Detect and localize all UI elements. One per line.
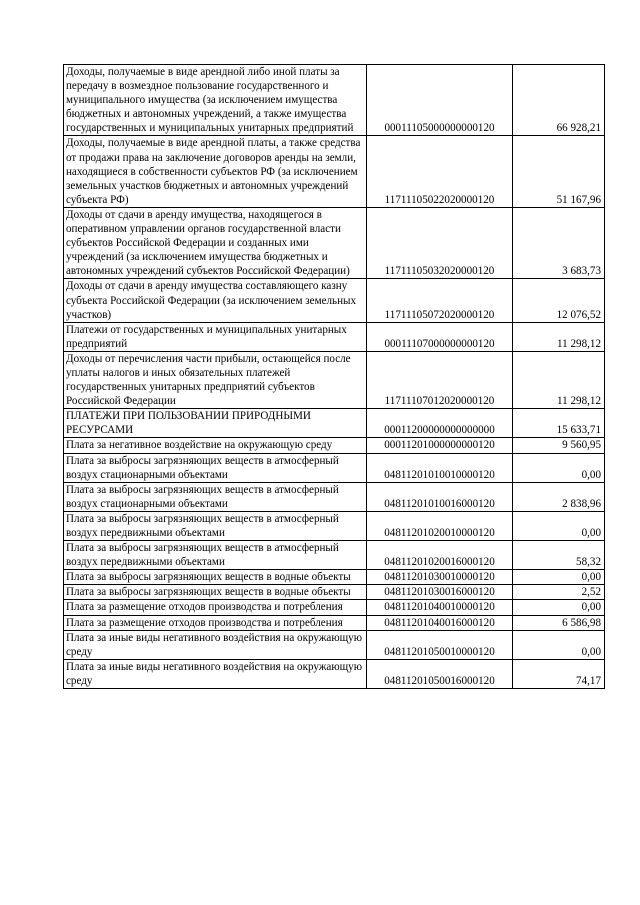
- amount-cell: 51 167,96: [513, 136, 605, 207]
- table-row: [64, 570, 605, 585]
- revenue-name-cell: Плата за выбросы загрязняющих веществ в водные объекты: [64, 585, 367, 600]
- budget-code-cell: 04811201020016000120: [367, 541, 513, 570]
- budget-code-cell: 04811201020010000120: [367, 511, 513, 540]
- amount-cell: 12 076,52: [513, 279, 605, 322]
- budget-code-cell: 00011200000000000000: [367, 409, 513, 438]
- budget-code-cell: 04811201030010000120: [367, 570, 513, 585]
- budget-code-cell: 04811201010016000120: [367, 482, 513, 511]
- amount-cell: 58,32: [513, 541, 605, 570]
- revenue-name-cell: Плата за размещение отходов производства и потребления: [64, 600, 367, 615]
- table-row: [64, 630, 605, 659]
- table-row: [64, 438, 605, 453]
- revenue-name-cell: Доходы от сдачи в аренду имущества составляющего казну субъекта Российской Федерации (за исключением земельных участков): [64, 279, 367, 322]
- budget-code-cell: 00011105000000000120: [367, 65, 513, 136]
- revenue-name-cell: Доходы, получаемые в виде арендной платы, а также средства от продажи права на заключение договоров аренды на земли, находящиеся в собственности субъектов РФ (за исключением земельных участков бюджетных и автономных учреждений субъекта РФ): [64, 136, 367, 207]
- table-row: [64, 615, 605, 630]
- revenue-name-cell: Плата за иные виды негативного воздействия на окружающую среду: [64, 630, 367, 659]
- amount-cell: 11 298,12: [513, 351, 605, 408]
- table-row: [64, 482, 605, 511]
- budget-code-cell: 11711105072020000120: [367, 279, 513, 322]
- table-row: [64, 453, 605, 482]
- revenue-name-cell: Плата за иные виды негативного воздействия на окружающую среду: [64, 659, 367, 688]
- amount-cell: 0,00: [513, 570, 605, 585]
- budget-code-cell: 00011107000000000120: [367, 322, 513, 351]
- budget-code-cell: 11711105032020000120: [367, 207, 513, 278]
- revenue-table-body: [64, 65, 605, 689]
- table-row: [64, 136, 605, 207]
- amount-cell: 0,00: [513, 511, 605, 540]
- revenue-name-cell: Доходы от перечисления части прибыли, остающейся после уплаты налогов и иных обязательных платежей государственных унитарных предприятий субъектов Российской Федерации: [64, 351, 367, 408]
- amount-cell: 11 298,12: [513, 322, 605, 351]
- budget-code-cell: 11711107012020000120: [367, 351, 513, 408]
- table-row: [64, 207, 605, 278]
- amount-cell: 15 633,71: [513, 409, 605, 438]
- table-row: [64, 585, 605, 600]
- amount-cell: 0,00: [513, 600, 605, 615]
- amount-cell: 0,00: [513, 630, 605, 659]
- amount-cell: 6 586,98: [513, 615, 605, 630]
- table-row: [64, 511, 605, 540]
- table-row: [64, 659, 605, 688]
- revenue-name-cell: Доходы, получаемые в виде арендной либо иной платы за передачу в возмездное пользование государственного и муниципального имущества (за исключением имущества бюджетных и автономных учреждений, а также имущества государственных и муниципальных унитарных предприятий: [64, 65, 367, 136]
- revenue-table: [63, 64, 605, 689]
- budget-code-cell: 00011201000000000120: [367, 438, 513, 453]
- budget-code-cell: 04811201030016000120: [367, 585, 513, 600]
- table-row: [64, 351, 605, 408]
- revenue-name-cell: Доходы от сдачи в аренду имущества, находящегося в оперативном управлении органов государственной власти субъектов Российской Федерации и созданных ими учреждений (за исключением имущества бюджетных и автономных учреждений субъектов Российской Федерации): [64, 207, 367, 278]
- amount-cell: 74,17: [513, 659, 605, 688]
- revenue-name-cell: Плата за негативное воздействие на окружающую среду: [64, 438, 367, 453]
- revenue-name-cell: Плата за выбросы загрязняющих веществ в атмосферный воздух стационарными объектами: [64, 453, 367, 482]
- revenue-name-cell: Плата за выбросы загрязняющих веществ в водные объекты: [64, 570, 367, 585]
- budget-code-cell: 04811201050010000120: [367, 630, 513, 659]
- budget-code-cell: 04811201050016000120: [367, 659, 513, 688]
- revenue-name-cell: Плата за размещение отходов производства и потребления: [64, 615, 367, 630]
- budget-code-cell: 11711105022020000120: [367, 136, 513, 207]
- table-row: [64, 600, 605, 615]
- amount-cell: 9 560,95: [513, 438, 605, 453]
- budget-code-cell: 04811201040010000120: [367, 600, 513, 615]
- amount-cell: 2 838,96: [513, 482, 605, 511]
- table-row: [64, 409, 605, 438]
- table-row: [64, 322, 605, 351]
- revenue-name-cell: Плата за выбросы загрязняющих веществ в атмосферный воздух передвижными объектами: [64, 511, 367, 540]
- revenue-name-cell: Плата за выбросы загрязняющих веществ в атмосферный воздух стационарными объектами: [64, 482, 367, 511]
- amount-cell: 3 683,73: [513, 207, 605, 278]
- revenue-name-cell: Плата за выбросы загрязняющих веществ в атмосферный воздух передвижными объектами: [64, 541, 367, 570]
- amount-cell: 0,00: [513, 453, 605, 482]
- table-row: [64, 541, 605, 570]
- amount-cell: 2,52: [513, 585, 605, 600]
- revenue-name-cell: Платежи от государственных и муниципальных унитарных предприятий: [64, 322, 367, 351]
- amount-cell: 66 928,21: [513, 65, 605, 136]
- budget-code-cell: 04811201040016000120: [367, 615, 513, 630]
- table-row: [64, 279, 605, 322]
- revenue-name-cell: ПЛАТЕЖИ ПРИ ПОЛЬЗОВАНИИ ПРИРОДНЫМИ РЕСУРСАМИ: [64, 409, 367, 438]
- table-row: [64, 65, 605, 136]
- budget-code-cell: 04811201010010000120: [367, 453, 513, 482]
